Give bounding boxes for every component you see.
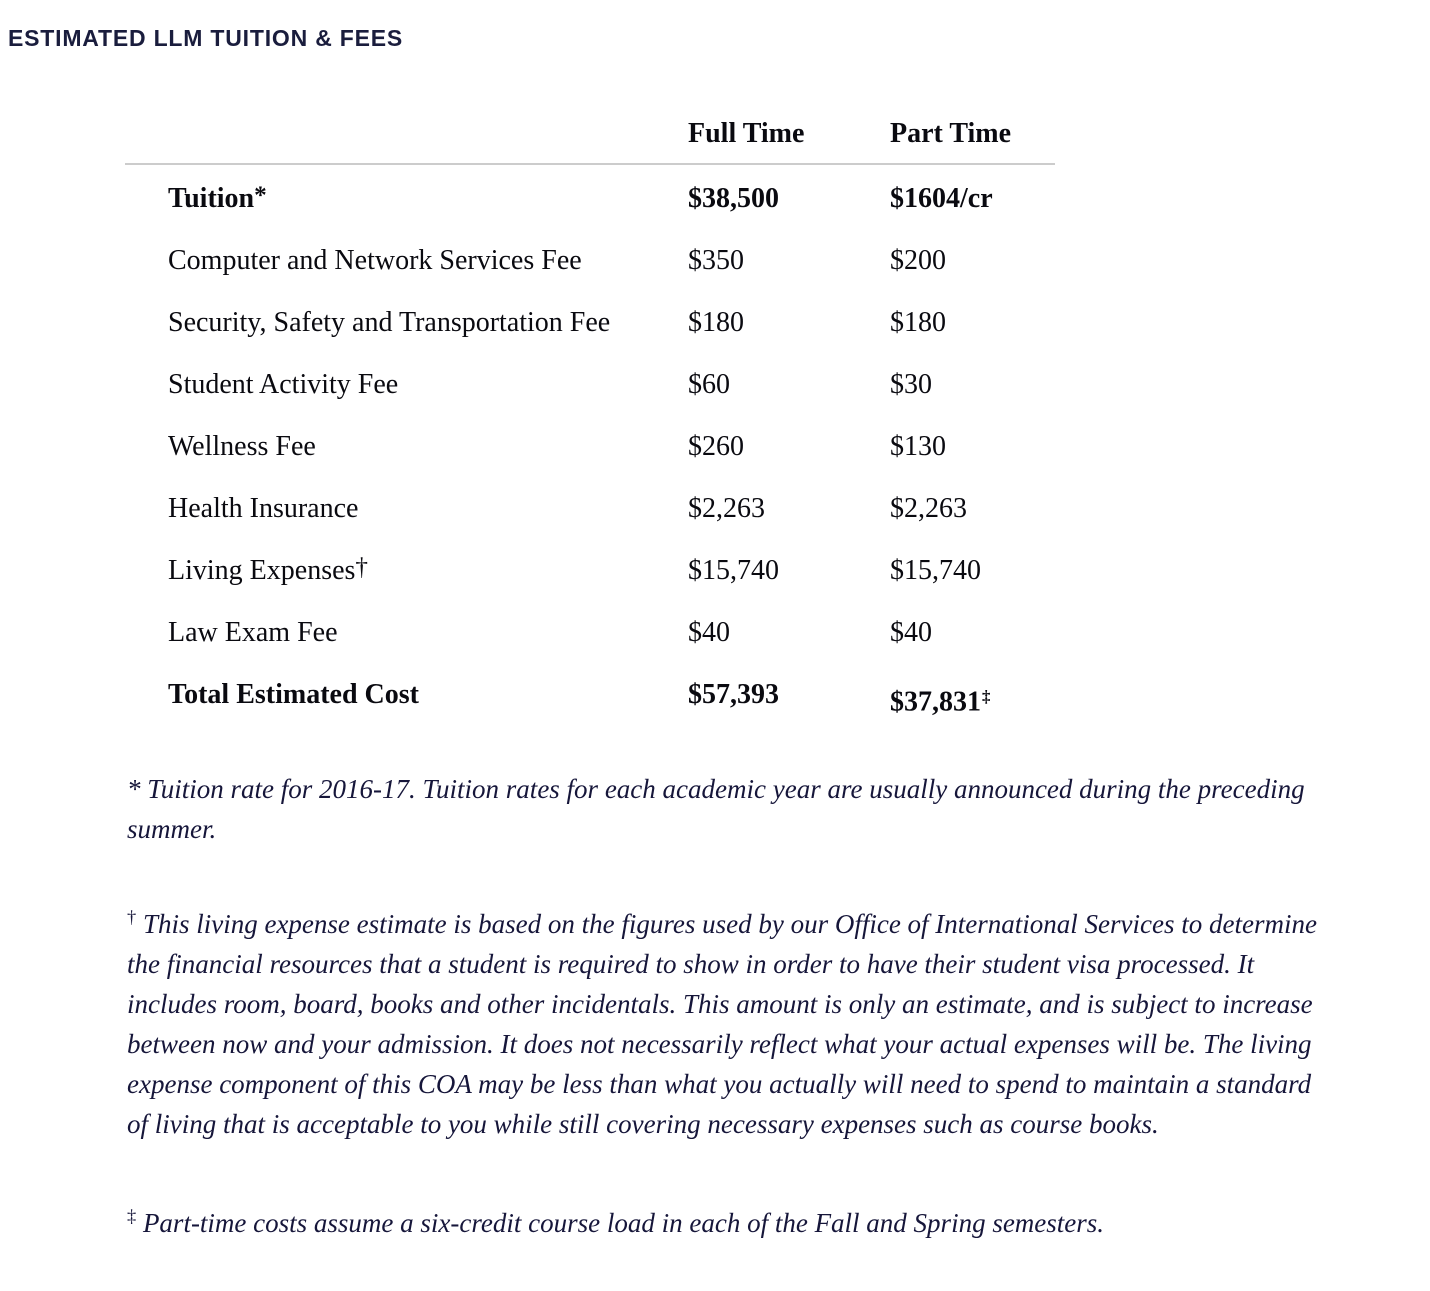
footnote-marker: † — [355, 554, 369, 581]
footnote-marker: ‡ — [982, 687, 991, 707]
table-row — [125, 664, 1055, 726]
part-time-value-text: $15,740 — [890, 555, 981, 586]
full-time-value: $260 — [688, 431, 744, 462]
row-label — [125, 555, 688, 587]
table-row — [125, 540, 1055, 602]
footnote-tuition-rate — [127, 769, 1327, 849]
column-header-part-time: Part Time — [890, 118, 1012, 149]
row-label — [125, 617, 688, 649]
full-time-value: $180 — [688, 307, 744, 338]
part-time-value-text: $2,263 — [890, 493, 967, 524]
part-time-value-text: $40 — [890, 617, 932, 648]
column-header-full-time: Full Time — [688, 118, 805, 149]
full-time-value: $15,740 — [688, 555, 779, 586]
footnote-marker: * — [254, 182, 267, 209]
row-label-text: Computer and Network Services Fee — [168, 245, 582, 276]
tuition-fees-table — [125, 118, 1055, 726]
part-time-value-text: $1604/cr — [890, 183, 993, 214]
footnote-text: This living expense estimate is based on the figures used by our Office of International Services to determine the financial resources that a student is required to show in order to have their student visa processed. It includes room, board, books and other incidentals. This amount is only an estimate, and is subject to increase between now and your admission. It does not necessarily reflect what your actual expenses will be. The living expense component of this COA may be less than what you actually will need to spend to maintain a standard of living that is acceptable to you while still covering necessary expenses such as course books. — [127, 909, 1317, 1139]
part-time-value-text: $200 — [890, 245, 946, 276]
full-time-value: $60 — [688, 369, 730, 400]
part-time-value — [890, 617, 1055, 649]
footnote-text: Part-time costs assume a six-credit course load in each of the Fall and Spring semesters. — [142, 1208, 1105, 1238]
table-row — [125, 602, 1055, 664]
footnotes-section — [127, 769, 1327, 1243]
footnote-marker: † — [127, 907, 137, 927]
row-label — [125, 307, 688, 339]
table-row — [125, 354, 1055, 416]
row-label-text: Law Exam Fee — [168, 617, 338, 648]
header-empty-cell — [125, 118, 688, 150]
row-label — [125, 369, 688, 401]
table-row — [125, 416, 1055, 478]
table-row — [125, 292, 1055, 354]
footnote-marker: * — [127, 774, 141, 804]
row-label-text: Living Expenses — [168, 555, 356, 586]
row-label — [125, 679, 688, 711]
row-label — [125, 245, 688, 277]
part-time-value — [890, 493, 1055, 525]
row-label-text: Tuition — [168, 183, 255, 214]
table-body — [125, 165, 1055, 726]
footnote-marker: ‡ — [127, 1206, 137, 1226]
table-row — [125, 230, 1055, 292]
part-time-value — [890, 307, 1055, 339]
part-time-value — [890, 431, 1055, 463]
footnote-living-expenses — [127, 897, 1327, 1144]
full-time-value: $38,500 — [688, 183, 779, 214]
row-label — [125, 183, 688, 215]
row-label-text: Security, Safety and Transportation Fee — [168, 307, 611, 338]
page-title: ESTIMATED LLM TUITION & FEES — [8, 25, 404, 51]
part-time-value — [890, 555, 1055, 587]
part-time-value-text: $130 — [890, 431, 946, 462]
full-time-value: $40 — [688, 617, 730, 648]
row-label-text: Student Activity Fee — [168, 369, 399, 400]
part-time-value — [890, 369, 1055, 401]
footnote-part-time — [127, 1196, 1327, 1243]
part-time-value-text: $30 — [890, 369, 932, 400]
table-header-row — [125, 118, 1055, 165]
full-time-value: $2,263 — [688, 493, 765, 524]
row-label — [125, 493, 688, 525]
full-time-value: $350 — [688, 245, 744, 276]
part-time-value — [890, 245, 1055, 277]
table-row — [125, 478, 1055, 540]
part-time-value — [890, 183, 1055, 215]
part-time-value-text: $180 — [890, 307, 946, 338]
footnote-text: Tuition rate for 2016-17. Tuition rates for each academic year are usually announced during the preceding summer. — [127, 774, 1305, 844]
row-label-text: Wellness Fee — [168, 431, 316, 462]
part-time-value-text: $37,831 — [890, 686, 981, 718]
full-time-value: $57,393 — [688, 679, 779, 710]
row-label — [125, 431, 688, 463]
part-time-value — [890, 685, 1055, 718]
row-label-text: Total Estimated Cost — [168, 679, 419, 710]
table-row — [125, 168, 1055, 230]
row-label-text: Health Insurance — [168, 493, 359, 524]
